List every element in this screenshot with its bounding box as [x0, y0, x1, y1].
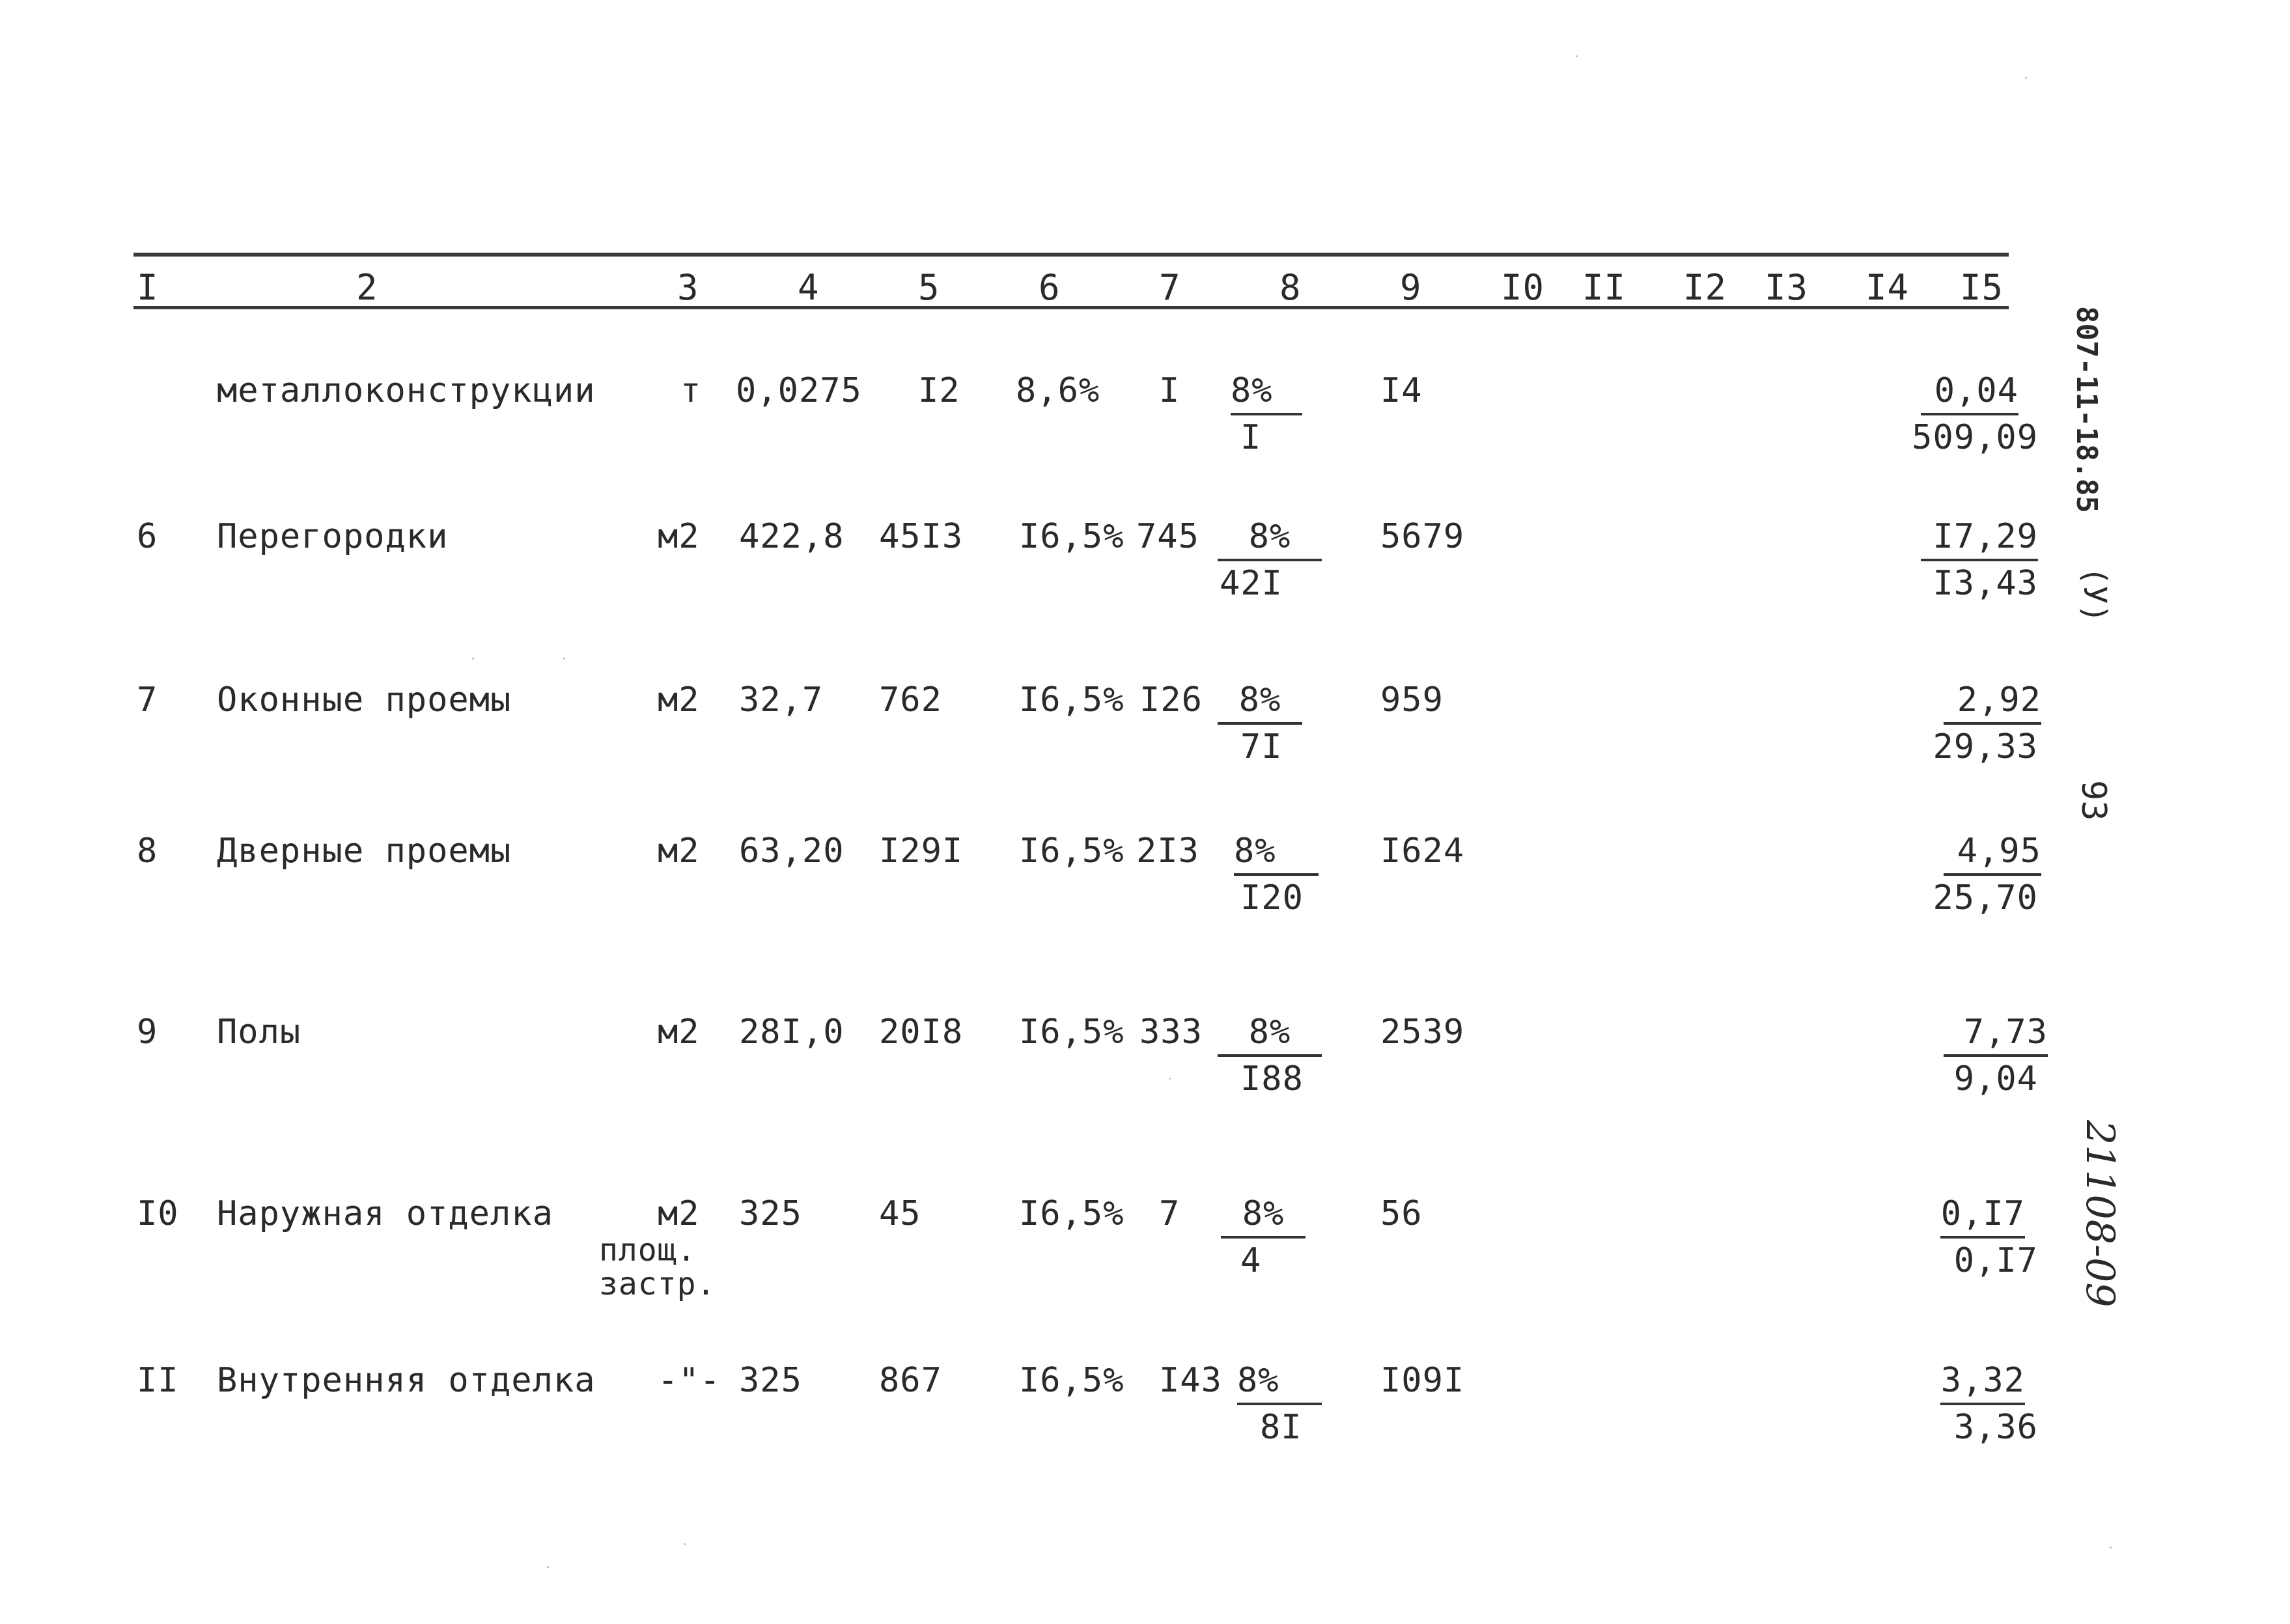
row-col6: I6,5% — [1019, 1194, 1124, 1233]
row-col8-top: 8% — [1234, 830, 1319, 876]
row-col8-bottom: 4 — [1240, 1241, 1262, 1280]
row-col8-bottom: I20 — [1240, 878, 1304, 917]
row-col4: 325 — [739, 1194, 802, 1233]
row-col6: I6,5% — [1019, 517, 1124, 556]
row-col9: 2539 — [1380, 1013, 1465, 1052]
row-col9: I4 — [1380, 371, 1423, 410]
col-header-10: I0 — [1501, 267, 1545, 308]
col-header-2: 2 — [356, 267, 378, 308]
row-col4: 422,8 — [739, 517, 845, 556]
margin-variant: (У) — [2076, 567, 2113, 623]
col-header-11: II — [1582, 267, 1627, 308]
row-col15-top: 3,32 — [1940, 1360, 2025, 1405]
row-col5: 45I3 — [879, 517, 964, 556]
col-header-3: 3 — [677, 267, 699, 308]
row-col4: 32,7 — [739, 680, 824, 720]
row-col9: I624 — [1380, 832, 1465, 871]
row-col15-top: 0,04 — [1921, 370, 2018, 415]
row-col4: 63,20 — [739, 832, 845, 871]
row-number: 8 — [137, 832, 158, 871]
scan-speck — [2110, 1547, 2112, 1548]
row-unit: м2 — [658, 1013, 700, 1052]
row-col4: 0,0275 — [736, 371, 862, 410]
row-number: 6 — [137, 517, 158, 556]
row-col7: I43 — [1159, 1361, 1222, 1400]
row-col8-bottom: 42I — [1220, 564, 1283, 603]
margin-album-number: 21108-09 — [2077, 1120, 2123, 1308]
row-name: металлоконструкции — [217, 371, 596, 410]
row-name: Полы — [217, 1013, 301, 1052]
row-col8-bottom: 8I — [1260, 1408, 1302, 1447]
row-col8-top: 8% — [1237, 1360, 1322, 1405]
row-col9: 959 — [1380, 680, 1444, 720]
row-col8-bottom: I — [1240, 418, 1262, 457]
row-col15-top: I7,29 — [1921, 516, 2038, 561]
col-header-4: 4 — [798, 267, 820, 308]
row-col8-top: 8% — [1218, 1011, 1322, 1057]
row-col5: 20I8 — [879, 1013, 964, 1052]
row-col5: 45 — [879, 1194, 921, 1233]
row-unit: м2 — [658, 1194, 700, 1233]
row-col15-bottom: I3,43 — [1933, 564, 2038, 603]
row-name: Дверные проемы — [217, 832, 512, 871]
col-header-13: I3 — [1765, 267, 1809, 308]
row-col9: I09I — [1380, 1361, 1465, 1400]
row-col8-bottom: I88 — [1240, 1059, 1304, 1099]
row-col8-bottom: 7I — [1240, 727, 1283, 766]
row-col15-top: 2,92 — [1944, 679, 2041, 725]
row-col7: I — [1159, 371, 1180, 410]
row-name: Оконные проемы — [217, 680, 512, 720]
row-col8-top: 8% — [1218, 679, 1302, 725]
scan-speck — [1169, 1078, 1171, 1080]
row-col4: 325 — [739, 1361, 802, 1400]
scan-speck — [2025, 77, 2027, 79]
scan-speck — [472, 658, 474, 660]
margin-document-code: 807-11-18.85 — [2070, 306, 2103, 513]
row-number: II — [137, 1361, 179, 1400]
scan-speck — [547, 1566, 549, 1568]
header-top-rule — [133, 253, 2009, 257]
row-col6: I6,5% — [1019, 1013, 1124, 1052]
header-bottom-rule — [133, 306, 2009, 309]
row-unit-line3: застр. — [599, 1266, 716, 1302]
row-unit: м2 — [658, 832, 700, 871]
row-col8-top: 8% — [1218, 516, 1322, 561]
row-col15-top: 4,95 — [1944, 830, 2041, 876]
row-col15-bottom: 29,33 — [1933, 727, 2038, 766]
col-header-6: 6 — [1039, 267, 1061, 308]
row-name: Наружная отделка — [217, 1194, 553, 1233]
row-col5: 762 — [879, 680, 942, 720]
col-header-8: 8 — [1279, 267, 1302, 308]
row-col7: 7 — [1159, 1194, 1180, 1233]
row-col8-top: 8% — [1221, 1193, 1306, 1239]
scan-speck — [1576, 55, 1578, 57]
row-unit-line2: площ. — [599, 1232, 697, 1268]
row-col5: I29I — [879, 832, 964, 871]
row-number: 9 — [137, 1013, 158, 1052]
col-header-9: 9 — [1400, 267, 1422, 308]
row-number: 7 — [137, 680, 158, 720]
row-col15-top: 7,73 — [1944, 1011, 2048, 1057]
row-col7: 745 — [1136, 517, 1199, 556]
row-name: Перегородки — [217, 517, 449, 556]
scan-speck — [563, 658, 565, 660]
row-col15-bottom: 3,36 — [1953, 1408, 2038, 1447]
row-col15-top: 0,I7 — [1940, 1193, 2025, 1239]
col-header-14: I4 — [1865, 267, 1910, 308]
row-col8-top: 8% — [1231, 370, 1302, 415]
col-header-7: 7 — [1159, 267, 1181, 308]
col-header-15: I5 — [1960, 267, 2004, 308]
row-col7: I26 — [1139, 680, 1203, 720]
row-col9: 56 — [1380, 1194, 1423, 1233]
row-unit: м2 — [658, 680, 700, 720]
row-col6: I6,5% — [1019, 680, 1124, 720]
col-header-5: 5 — [918, 267, 940, 308]
row-col7: 333 — [1139, 1013, 1203, 1052]
row-col15-bottom: 9,04 — [1953, 1059, 2038, 1099]
row-unit: м2 — [658, 517, 700, 556]
scan-speck — [684, 1543, 686, 1545]
row-col5: 867 — [879, 1361, 942, 1400]
row-col4: 28I,0 — [739, 1013, 845, 1052]
margin-page-number: 93 — [2074, 780, 2113, 821]
row-unit: т — [680, 371, 702, 410]
row-col6: I6,5% — [1019, 1361, 1124, 1400]
row-col7: 2I3 — [1136, 832, 1199, 871]
row-number: I0 — [137, 1194, 179, 1233]
row-col15-bottom: 25,70 — [1933, 878, 2038, 917]
row-name: Внутренняя отделка — [217, 1361, 596, 1400]
row-col9: 5679 — [1380, 517, 1465, 556]
row-unit: -"- — [658, 1361, 721, 1400]
col-header-12: I2 — [1683, 267, 1727, 308]
col-header-1: I — [137, 267, 159, 308]
row-col5: I2 — [918, 371, 960, 410]
row-col6: 8,6% — [1016, 371, 1100, 410]
row-col15-bottom: 0,I7 — [1953, 1241, 2038, 1280]
row-col6: I6,5% — [1019, 832, 1124, 871]
row-col15-bottom: 509,09 — [1912, 418, 2038, 457]
